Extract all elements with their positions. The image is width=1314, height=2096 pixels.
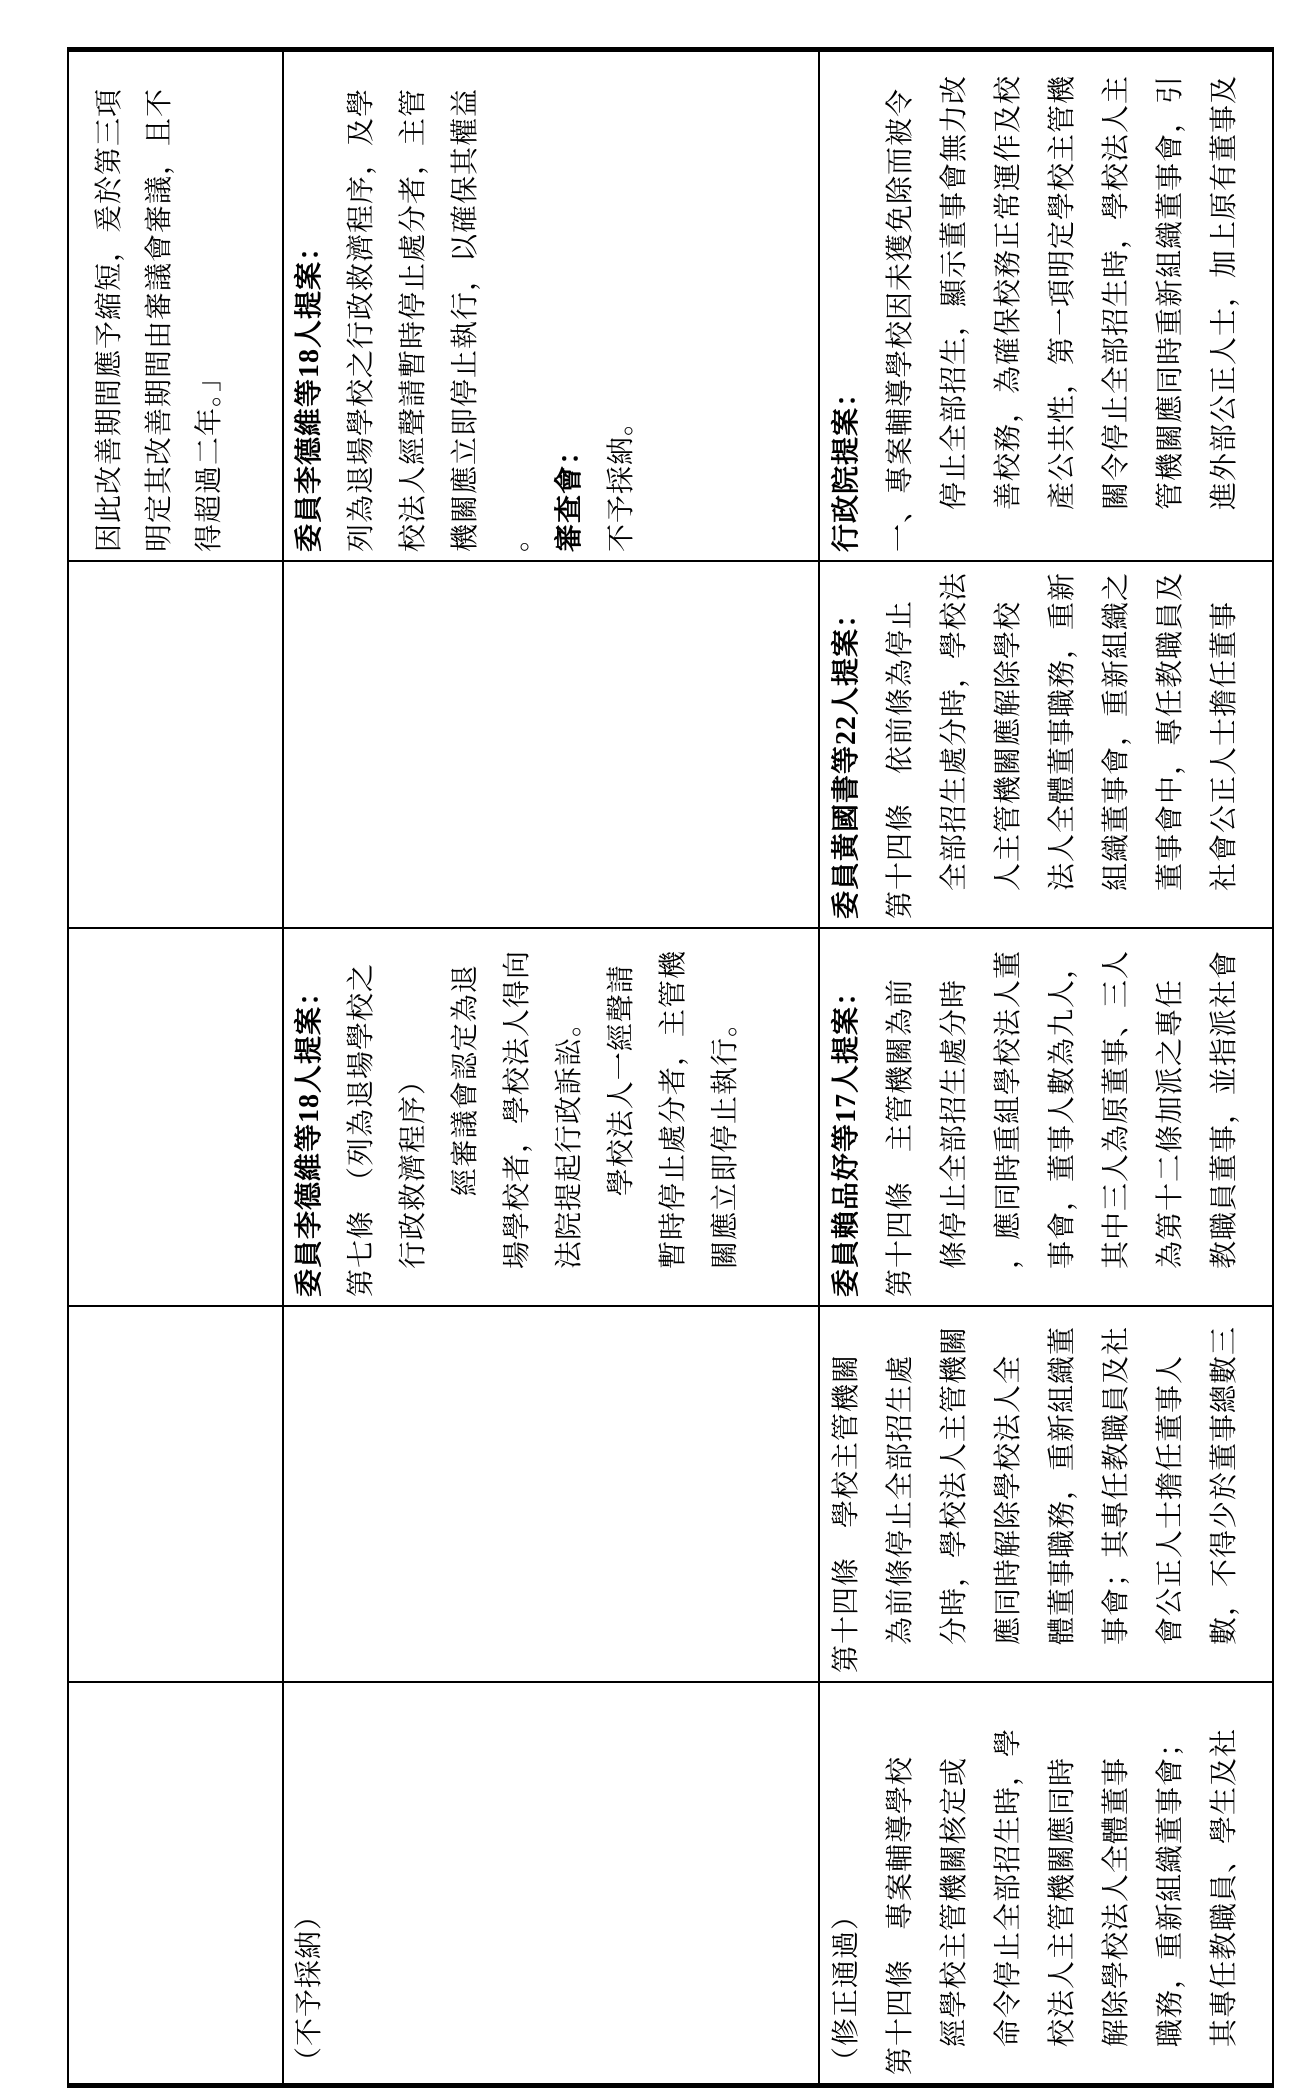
explanation-cell xyxy=(69,52,284,560)
article-line: 校法人主管機關應同時 xyxy=(1047,1756,1078,2047)
article-line: 場學校者，學校法人得向 xyxy=(502,949,533,1269)
text-line: 停止全部招生，顯示董事會無力改 xyxy=(939,74,970,510)
article-line: 會公正人士擔任董事人 xyxy=(1155,1354,1186,1645)
article-line: 數，不得少於董事總數三 xyxy=(1209,1325,1240,1645)
text-line: 一、專案輔導學校因未獲免除而被令 xyxy=(885,87,916,552)
text-line: 進外部公正人士，加上原有董事及 xyxy=(1209,74,1240,510)
proposal-heading: 委員李德維等18人提案： xyxy=(294,976,325,1297)
explanation-cell xyxy=(284,52,820,560)
article-line: 第十四條 專案輔導學校 xyxy=(885,1755,916,2075)
explanation-cell xyxy=(820,52,1272,560)
text-line: 善校務，為確保校務正常運作及校 xyxy=(993,74,1024,510)
text-line: 得超過二年。」 xyxy=(194,362,225,552)
article-line: 其專任教職員、學生及社 xyxy=(1209,1727,1240,2047)
review-result-text: （修正通過） xyxy=(831,1900,862,2075)
article-line: 事會；其專任教職員及社 xyxy=(1101,1325,1132,1645)
article-line: 為前條停止全部招生處 xyxy=(885,1354,916,1645)
text-line: 。 xyxy=(502,522,533,552)
text-line: 產公共性，第一項明定學校主管機 xyxy=(1047,74,1078,510)
proposal-cell xyxy=(284,927,820,1305)
article-line: 經審議會認定為退 xyxy=(450,964,481,1197)
article-line: 體董事職務，重新組織董 xyxy=(1047,1325,1078,1645)
article-line: 應同時解除學校法人全 xyxy=(993,1354,1024,1645)
review-result-cell xyxy=(284,1681,820,2083)
article-line: 關應立即停止執行。 xyxy=(710,1007,741,1269)
text-line: 關令停止全部招生時，學校法人主 xyxy=(1101,74,1132,510)
proposal-cell xyxy=(284,560,820,927)
article-line: 法院提起行政訴訟。 xyxy=(554,1007,585,1269)
article-line: 第七條 （列為退場學校之 xyxy=(346,962,377,1297)
article-line: 人主管機關應解除學校 xyxy=(993,600,1024,891)
article-line: 分時，學校法人主管機關 xyxy=(939,1325,970,1645)
current-law-cell xyxy=(69,1305,284,1681)
review-heading: 審查會： xyxy=(554,435,585,552)
review-result-cell xyxy=(69,1681,284,2083)
article-line: 事會，董事人數為九人， xyxy=(1047,949,1078,1269)
article-line: 組織董事會，重新組織之 xyxy=(1101,571,1132,891)
article-line: 命令停止全部招生時，學 xyxy=(993,1727,1024,2047)
article-line: 董事會中，專任教職員及 xyxy=(1155,571,1186,891)
article-line: 其中三人為原董事、三人 xyxy=(1101,949,1132,1269)
article-line: 為第十二條加派之專任 xyxy=(1155,978,1186,1269)
proposal-heading: 委員賴品妤等17人提案： xyxy=(831,976,862,1297)
article-line: 學校法人一經聲請 xyxy=(606,964,637,1197)
text-line: 因此改善期間應予縮短，爰於第三項 xyxy=(94,87,125,552)
article-line: 第十四條 學校主管機關 xyxy=(831,1353,862,1673)
article-line: 第十四條 依前條為停止 xyxy=(885,599,916,919)
text-line: 管機關應同時重新組織董事會，引 xyxy=(1155,74,1186,510)
article-line: ，應同時重組學校法人董 xyxy=(993,949,1024,1269)
article-line: 經學校主管機關核定或 xyxy=(939,1756,970,2047)
text-line: 機關應立即停止執行，以確保其權益 xyxy=(450,87,481,552)
article-line: 行政救濟程序） xyxy=(398,1065,429,1269)
article-line: 社會公正人士擔任董事 xyxy=(1209,600,1240,891)
text-line: 不予採納。 xyxy=(606,406,637,552)
article-line: 條停止全部招生處分時 xyxy=(939,978,970,1269)
current-law-cell xyxy=(284,1305,820,1681)
article-line: 暫時停止處分者，主管機 xyxy=(658,949,689,1269)
proposal-cell xyxy=(69,560,284,927)
article-line: 全部招生處分時，學校法 xyxy=(939,571,970,891)
article-line: 職務，重新組織董事會； xyxy=(1155,1727,1186,2047)
proposal-heading: 委員李德維等18人提案： xyxy=(294,231,325,552)
text-line: 校法人經聲請暫時停止處分者，主管 xyxy=(398,87,429,552)
comparison-table xyxy=(67,47,1274,2088)
proposal-cell xyxy=(820,927,1272,1305)
proposal-cell xyxy=(820,560,1272,927)
text-line: 列為退場學校之行政救濟程序，及學 xyxy=(346,87,377,552)
article-line: 教職員董事，並指派社會 xyxy=(1209,949,1240,1269)
article-line: 法人全體董事職務，重新 xyxy=(1047,571,1078,891)
proposal-heading: 委員黃國書等22人提案： xyxy=(831,598,862,919)
text-line: 明定其改善期間由審議會審議，且不 xyxy=(144,87,175,552)
article-line: 解除學校法人全體董事 xyxy=(1101,1756,1132,2047)
current-law-cell xyxy=(820,1305,1272,1681)
proposal-cell xyxy=(69,927,284,1305)
article-line: 第十四條 主管機關為前 xyxy=(885,977,916,1297)
review-result-cell xyxy=(820,1681,1272,2083)
review-result-text: （不予採納） xyxy=(294,1900,325,2075)
proposal-heading: 行政院提案： xyxy=(831,377,862,552)
